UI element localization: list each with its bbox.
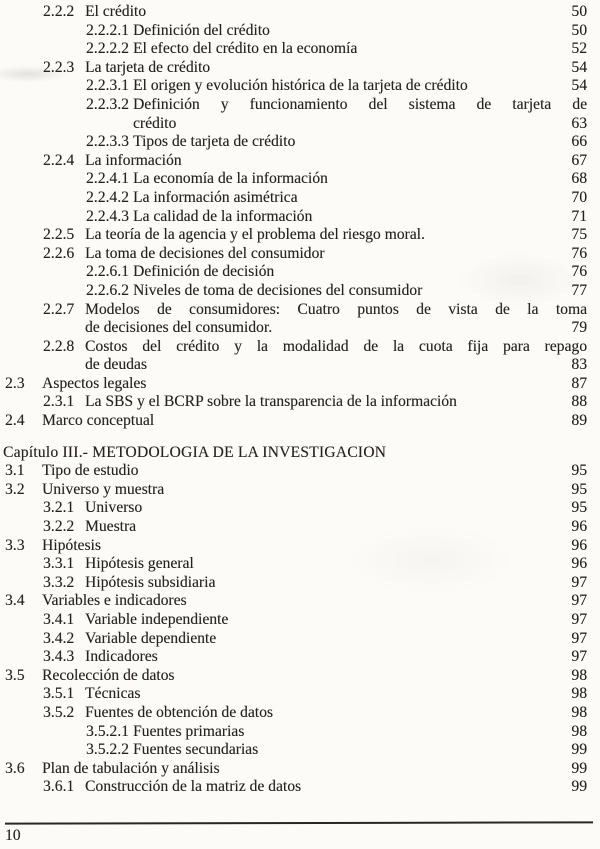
toc-entry-page: 97 — [571, 611, 587, 628]
toc-entry-number: 3.2.2 — [43, 518, 75, 536]
toc-entry — [5, 462, 587, 481]
toc-entry-page: 52 — [571, 40, 587, 58]
toc-entry-number: 3.4.3 — [43, 648, 75, 666]
toc-entry — [5, 282, 587, 301]
toc-entry — [5, 208, 587, 227]
toc-entry-page: 96 — [571, 555, 587, 573]
toc-entry-label: Aspectos legales — [42, 374, 147, 392]
toc-entry — [5, 375, 587, 394]
toc-entry-number: 3.4.1 — [43, 611, 75, 628]
toc-entry — [5, 592, 587, 611]
toc-entry-number: 2.2.8 — [43, 337, 75, 355]
toc-entry-number: 2.2.3.1 — [86, 77, 129, 95]
toc-entry-page: 97 — [571, 573, 587, 591]
toc-entry-label: Construcción de la matriz de datos — [85, 778, 302, 796]
toc-entry-page: 68 — [571, 170, 587, 188]
toc-entry-page: 75 — [571, 226, 587, 244]
toc-entry-page: 96 — [571, 536, 587, 554]
toc-entry-label: Variable dependiente — [85, 629, 217, 647]
toc-entry — [5, 152, 587, 171]
toc-entry-label: de decisiones del consumidor. — [85, 319, 273, 337]
toc-entry-label: Hipótesis — [42, 536, 101, 554]
toc-entry-number: 2.2.6.1 — [86, 263, 129, 281]
toc-entry-label: Hipótesis subsidiaria — [85, 573, 216, 591]
toc-entry — [5, 59, 587, 78]
toc-entry-number: 3.2 — [5, 480, 25, 498]
toc-entry — [5, 704, 587, 723]
section-gap — [5, 431, 587, 444]
toc-entry-number: 3.5.2.2 — [86, 741, 129, 759]
toc-entry-page: 97 — [571, 629, 587, 647]
toc-entry — [5, 648, 587, 667]
toc-entry-page: 79 — [571, 319, 587, 337]
toc-entry-label: La SBS y el BCRP sobre la transparencia de la información — [85, 393, 457, 411]
toc-entry-number: 2.2.5 — [43, 226, 75, 244]
toc-entry-label: Definición del crédito — [133, 21, 270, 39]
toc-entry-label: Modelos de consumidores: Cuatro puntos de vista de la toma — [85, 300, 587, 318]
toc-entry-number: 2.2.2.1 — [86, 21, 129, 39]
toc-entry-label: Variables e indicadores — [42, 592, 187, 610]
toc-entry — [5, 393, 587, 412]
toc-entry-number: 3.1 — [5, 462, 25, 480]
toc-entry-number: 3.5.2.1 — [86, 722, 129, 740]
toc-entry-number: 2.3 — [5, 374, 25, 392]
toc-entry-label: Muestra — [85, 518, 137, 536]
toc-entry — [5, 245, 587, 264]
toc-entry — [5, 778, 587, 797]
toc-entry-label: Variable independiente — [85, 611, 229, 628]
toc-entry-page: 97 — [571, 648, 587, 666]
toc-entry-number: 2.4 — [5, 412, 25, 430]
toc-entry — [5, 22, 587, 41]
chapter-heading-text: Capítulo III.- METODOLOGIA DE LA INVESTIGACION — [3, 443, 387, 461]
toc-entry-number: 3.3 — [5, 536, 25, 554]
toc-entry-page: 99 — [571, 741, 587, 759]
toc-entry-page: 98 — [571, 666, 587, 684]
toc-entry-page: 96 — [571, 518, 587, 536]
toc-entry — [5, 611, 587, 630]
toc-entry-page: 76 — [571, 263, 587, 281]
toc-entry — [5, 760, 587, 779]
toc-entry-number: 2.2.4 — [43, 151, 75, 169]
toc-entry-page: 70 — [571, 188, 587, 206]
toc-entry-label: Definición y funcionamiento del sistema de tarjeta de — [133, 95, 587, 113]
toc-entry — [5, 723, 587, 742]
toc-entry-label: Definición de decisión — [133, 263, 275, 281]
toc-entry-page: 98 — [571, 722, 587, 740]
toc-entry-label: Plan de tabulación y análisis — [42, 759, 220, 777]
toc-entry-label: La tarjeta de crédito — [85, 58, 211, 76]
toc-entry-page: 98 — [571, 703, 587, 721]
toc-entry-number: 2.2.3.2 — [86, 95, 129, 113]
toc-entry — [5, 499, 587, 518]
toc-entry-page: 95 — [571, 499, 587, 517]
toc-entry-number: 2.2.4.3 — [86, 207, 129, 225]
toc-entry-number: 3.4.2 — [43, 629, 75, 647]
toc-entry-page: 66 — [571, 133, 587, 151]
toc-entry-label: La calidad de la información — [133, 207, 313, 225]
toc-entry-number: 3.2.1 — [43, 499, 75, 517]
toc-entry-number: 2.2.7 — [43, 300, 75, 318]
toc-entry-label: La información — [85, 151, 182, 169]
toc-entry-page: 99 — [571, 759, 587, 777]
toc-entry — [5, 338, 587, 357]
toc-entry-number: 2.2.6.2 — [86, 281, 129, 299]
toc-entry — [5, 518, 587, 537]
toc-entry-label: Costos del crédito y la modalidad de la cuota fija para repago — [85, 337, 587, 355]
toc-entry — [5, 574, 587, 593]
toc-entry-number: 2.2.2 — [43, 3, 75, 20]
toc-entry-number: 2.2.4.1 — [86, 170, 129, 188]
toc-entry-label: Hipótesis general — [85, 555, 194, 573]
toc-entry-page: 95 — [571, 462, 587, 480]
toc-entry-number: 2.2.3.3 — [86, 133, 129, 151]
toc-entry-page: 50 — [571, 3, 587, 20]
toc-entry-page: 76 — [571, 244, 587, 262]
toc-entry-page: 77 — [571, 281, 587, 299]
toc-entry-label: Tipos de tarjeta de crédito — [133, 133, 296, 151]
toc-entry-number: 2.2.3 — [43, 58, 75, 76]
toc-entry-label: Universo — [85, 499, 143, 517]
toc-entry-page: 89 — [571, 412, 587, 430]
toc-entry-label: Marco conceptual — [42, 412, 155, 430]
toc-entry-label: Fuentes primarias — [133, 722, 245, 740]
toc-entry-page: 95 — [571, 480, 587, 498]
toc-entry-label: El origen y evolución histórica de la tarjeta de crédito — [133, 77, 468, 95]
toc-entry-number: 3.6.1 — [43, 778, 75, 796]
toc-entry-label: El crédito — [85, 3, 147, 20]
toc-entry-page: 54 — [571, 77, 587, 95]
toc-entry — [5, 630, 587, 649]
toc-entry-page: 98 — [571, 685, 587, 703]
toc-entry — [5, 263, 587, 282]
toc-entry-page: 67 — [571, 151, 587, 169]
chapter-heading — [3, 444, 587, 463]
toc-entry-number: 3.5 — [5, 666, 25, 684]
toc-entry-number: 2.2.4.2 — [86, 188, 129, 206]
toc-entry-page: 50 — [571, 21, 587, 39]
toc-entry-number: 3.3.1 — [43, 555, 75, 573]
toc-entry-number: 2.2.6 — [43, 244, 75, 262]
toc-entry-label: crédito — [133, 114, 177, 132]
toc-entry — [5, 555, 587, 574]
toc-entry-label: Recolección de datos — [42, 666, 175, 684]
toc-entry-label: La información asimétrica — [133, 188, 298, 206]
toc-entry-label: El efecto del crédito en la economía — [133, 40, 358, 58]
toc-entry — [5, 133, 587, 152]
toc-entry-label: Técnicas — [85, 685, 141, 703]
toc-entry-page: 88 — [571, 393, 587, 411]
footer-page-number: 10 — [5, 827, 21, 844]
toc-entry — [5, 685, 587, 704]
toc-entry-continuation — [5, 356, 587, 375]
toc-entry — [5, 226, 587, 245]
toc-entry — [5, 40, 587, 59]
toc-entry — [5, 170, 587, 189]
toc-entry — [5, 3, 587, 22]
toc-entry-page: 54 — [571, 58, 587, 76]
toc-entry-page: 83 — [571, 356, 587, 374]
toc-entry-label: La toma de decisiones del consumidor — [85, 244, 325, 262]
toc-entry-number: 3.3.2 — [43, 573, 75, 591]
footer-rule — [5, 821, 593, 824]
toc-entry-label: Fuentes secundarias — [133, 741, 259, 759]
toc-entry-label: Tipo de estudio — [42, 462, 139, 480]
toc-entry-number: 3.5.1 — [43, 685, 75, 703]
toc-entry — [5, 667, 587, 686]
toc-entry — [5, 481, 587, 500]
toc-entry-label: Indicadores — [85, 648, 158, 666]
toc-entry — [5, 537, 587, 556]
toc-entry — [5, 189, 587, 208]
toc-entry-page: 71 — [571, 207, 587, 225]
toc-entry-number: 3.6 — [5, 759, 25, 777]
toc-entry-label: de deudas — [85, 356, 147, 374]
toc-entry-page: 87 — [571, 374, 587, 392]
toc-entry — [5, 412, 587, 431]
toc-entry — [5, 96, 587, 115]
toc-entry-label: Universo y muestra — [42, 480, 165, 498]
toc-entry-page: 97 — [571, 592, 587, 610]
toc-entry-continuation — [5, 319, 587, 338]
toc-entry — [5, 741, 587, 760]
toc-entry-label: La economía de la información — [133, 170, 328, 188]
toc-entry-page: 63 — [571, 114, 587, 132]
toc-entry-label: La teoría de la agencia y el problema del riesgo moral. — [85, 226, 425, 244]
toc-entry-number: 3.4 — [5, 592, 25, 610]
toc-entry-continuation — [5, 115, 587, 134]
toc-entry — [5, 77, 587, 96]
toc-entry-number: 2.3.1 — [43, 393, 75, 411]
toc-entry — [5, 301, 587, 320]
toc-entry-page: 99 — [571, 778, 587, 796]
toc-entry-number: 2.2.2.2 — [86, 40, 129, 58]
toc-entry-label: Fuentes de obtención de datos — [85, 703, 273, 721]
toc-entry-label: Niveles de toma de decisiones del consumidor — [133, 281, 423, 299]
toc-entry-number: 3.5.2 — [43, 703, 75, 721]
